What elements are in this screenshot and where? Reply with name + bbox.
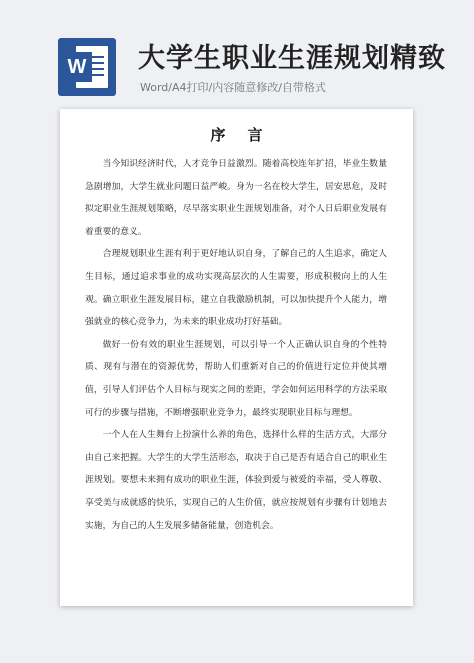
- paragraph: 一个人在人生舞台上扮演什么养的角色，选择什么样的生活方式，大部分由自己来把握。大学生的大学生活形态，取决于自己是否有适合自己的职业生涯规划。要想未来拥有成功的职业生涯，体验到爱与被爱的幸福，受人尊敬、享受美与成就感的快乐，实现自己的人生价值，就应按规划有步骤有计划地去实施，为自己的人生发展多储备能量，创造机会。: [85, 430, 387, 531]
- word-document-icon: [58, 38, 116, 96]
- paragraph: 当今知识经济时代，人才竞争日益激烈。随着高校连年扩招，毕业生数量急剧增加，大学生就业问题日益严峻。身为一名在校大学生，居安思危，及时拟定职业生涯规划策略，尽早落实职业生涯规划准备，对个人日后职业发展有着重要的意义。: [85, 159, 387, 237]
- word-letter: W: [62, 52, 92, 82]
- document-page: [60, 109, 413, 606]
- header: [0, 0, 474, 108]
- page-subtitle: Word/A4打印/内容随意修改/自带格式: [140, 81, 326, 94]
- page-title: 大学生职业生涯规划精致: [138, 43, 446, 74]
- document-title: 序言: [210, 126, 285, 144]
- document-body: [85, 153, 387, 537]
- paragraph: 做好一份有效的职业生涯规划，可以引导一个人正确认识自身的个性特质、现有与潜在的资源优势，帮助人们重新对自己的价值进行定位并使其增值，引导人们评估个人目标与现实之间的差距，学会如何运用科学的方法采取可行的步骤与措施，不断增强职业竞争力，最终实现职业目标与理想。: [85, 339, 387, 418]
- paragraph: 合理规划职业生涯有利于更好地认识自身，了解自己的人生追求，确定人生目标，通过追求事业的成功实现高层次的人生需要，形成积极向上的人生观。确立职业生涯发展目标，建立自我激励机制，可以加快提升个人能力，增强就业的核心竞争力，为未来的职业成功打好基础。: [85, 249, 387, 328]
